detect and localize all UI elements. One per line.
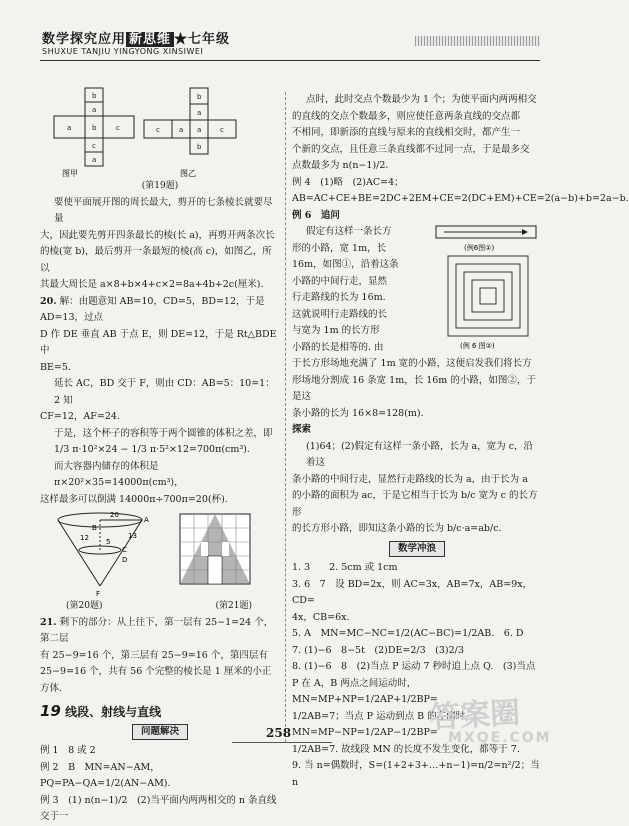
fig21-grid — [180, 514, 250, 584]
q20-line-6: 于是，这个杯子的容积等于两个圆锥的体积之差，即 — [54, 427, 273, 439]
explore-line-2: 条小路的中间行走，显然行走路线的长为 a，由于长为 a — [292, 473, 528, 485]
explore-line-3: 的小路的面积为 ac，于是它相当于长为 b/c 宽为 c 的长方形 — [292, 490, 538, 518]
r-line-4: 个新的交点，且任意三条直线都不过同一点，于是最多交 — [292, 143, 530, 155]
svg-text:c: c — [116, 124, 120, 132]
math-surfing-badge: 数学冲浪 — [389, 541, 445, 557]
column-divider — [285, 92, 286, 742]
fig21-caption: (第21题) — [215, 601, 252, 611]
q21-line-1: 剩下的部分：从上往下，第一层有 25−1=24 个，第二层 — [40, 616, 274, 644]
q20-line-1: 解：由题意知 AB=10，CD=5，BD=12，于是 AD=13，过点 — [40, 295, 265, 323]
series-title: 数学探究应用 新思维 ★七年级 — [42, 32, 231, 47]
example-3: 例 3 (1) n(n−1)/2 (2)当平面内两两相交的 n 条直线交于一 — [40, 794, 277, 822]
svg-text:a: a — [179, 126, 184, 134]
q20-formula: 1/3 π·10²×24 − 1/3 π·5²×12=700π(cm³). — [54, 444, 250, 455]
svg-text:c: c — [220, 126, 224, 134]
brand-highlight: 新思维 — [126, 32, 174, 47]
page-header — [0, 0, 563, 70]
svg-text:a: a — [197, 109, 202, 117]
watermark-url: MXQE.COM — [448, 730, 552, 746]
answer-item: 5. A MN=MC−NC=1/2(AC−BC)=1/2AB. 6. D — [292, 628, 524, 639]
q19-line-2: 大，因此要先剪开四条最长的棱(长 a)，再剪开两条次长 — [40, 229, 275, 241]
explore-line-4: 的长方形小路，即知这条小路的长为 b/c·a=ab/c. — [292, 523, 502, 534]
fig20-label-d: D — [122, 556, 128, 564]
section-title: 线段、射线与直线 — [65, 705, 162, 719]
section-heading — [40, 703, 280, 721]
svg-text:b: b — [197, 143, 202, 151]
answer-item: 1/2AB=7；当点 P 运动到点 B 的左侧时，MN=MP−NP=1/2AP−1/2BP= — [292, 710, 475, 738]
ex6-line-8: 小路的长是相等的. 由 — [292, 341, 384, 353]
svg-text:c: c — [92, 142, 96, 150]
explore-line-1: (1)64；(2)假定有这样一条小路，长为 a，宽为 c，沿着这 — [306, 440, 534, 468]
example-4: 例 4 (1)略 (2)AC=4；AB=AC+CE+BE=2DC+2EM+CE=2(DC+EM)+CE=2(a−b)+b=2a−b. — [292, 176, 629, 204]
answer-item: P 在 A，B 两点之间运动时，MN=MP+NP=1/2AP+1/2BP= — [292, 677, 438, 705]
ex6-line-9: 于长方形场地充满了 1m 宽的小路，这便启发我们将长方 — [292, 358, 532, 369]
q20-line-3: BE=5. — [40, 361, 71, 373]
fig20-label-a: A — [144, 516, 149, 524]
q20-line-2: D 作 DE 垂直 AB 于点 E，则 DE=12，于是 Rt△BDE 中 — [40, 328, 277, 356]
figures-20-21 — [40, 508, 280, 598]
answer-item: 4x，CB=6x. — [292, 611, 350, 623]
q21-line-3: 25−9=16 个，共有 56 个完整的棱长是 1 厘米的小正方体. — [40, 666, 272, 694]
fig19-cube-nets — [40, 86, 280, 178]
example-1: 例 1 8 或 2 — [40, 745, 96, 756]
page-number-rule — [232, 742, 332, 743]
svg-text:a: a — [92, 156, 97, 164]
watermark-logo: 答案圈 — [429, 695, 522, 736]
answer-item: 1. 3 2. 5cm 或 1cm — [292, 562, 398, 573]
ex6-line-5: 行走路线的长为 16m. — [292, 292, 386, 303]
fig-label-yi: 图乙 — [180, 169, 196, 178]
ex6-line-10: 形场地分割成 16 条宽 1m，长 16m 的小路，如图②，于是这 — [292, 374, 536, 402]
fig20-label-12: 12 — [80, 534, 89, 542]
grade-label: 七年级 — [188, 32, 231, 47]
q19-line-4: 其最大周长是 a×8+b×4+c×2=8a+4b+2c(厘米). — [40, 279, 264, 290]
fig20-caption: (第20题) — [66, 601, 103, 611]
fig19-caption: (第19题) — [141, 181, 179, 191]
fig20-label-f: F — [96, 590, 101, 598]
svg-text:b: b — [92, 92, 97, 100]
ex6-line-11: 条小路的长为 16×8=128(m). — [292, 407, 424, 419]
ex6-line-7: 与宽为 1m 的长方形 — [292, 325, 380, 336]
series-pinyin: SHUXUE TANJIU YINGYONG XINSIWEI — [42, 47, 204, 56]
header-rule — [40, 60, 540, 61]
r-line-2: 的直线的交点个数最多，则应使任意两条直线的交点都 — [292, 110, 521, 122]
ex6-line-6: 这就说明行走路线的长 — [292, 308, 388, 320]
answer-item: 3. 6 7 设 BD=2x，则 AC=3x，AB=7x，AB=9x，CD= — [292, 578, 533, 606]
explore-heading: 探索 — [292, 424, 312, 435]
q19-line-3: 的棱(宽 b)，最后剪开一条最短的棱(高 c)，如图乙，所以 — [40, 246, 272, 274]
ex6-figures — [434, 224, 540, 354]
example-2: 例 2 B MN=AN−AM，PQ=PA−QA=1/2(AN−AM). — [40, 761, 171, 789]
fig20-label-13: 13 — [128, 532, 137, 540]
svg-text:a: a — [67, 124, 72, 132]
q21-line-2: 有 25−9=16 个，第三层有 25−9=16 个，第四层有 — [40, 649, 268, 661]
answer-item: 8. (1)−6 8 (2)当点 P 运动 7 秒时追上点 Q. (3)当点 — [292, 661, 536, 672]
problem-solving-badge: 问题解决 — [132, 724, 188, 740]
example-6-title: 例 6 追问 — [292, 209, 340, 221]
fig6-2-caption: (例 6 图②) — [460, 342, 495, 350]
q20-number: 20. — [40, 295, 57, 307]
ex6-line-2: 形的小路，宽 1m，长 — [292, 242, 387, 254]
q19-line-1: 要使平面展开图的周长最大，剪开的七条棱长就要尽量 — [54, 196, 273, 224]
answer-item: 9. 当 n=偶数时，S=(1+2+3+…+n−1)=n/2=n²/2；当 n — [292, 760, 540, 788]
svg-text:c: c — [156, 126, 160, 134]
section-number: 19 — [40, 702, 61, 720]
fig6-1-caption: (例6图①) — [464, 244, 495, 252]
page-number: 258 — [266, 726, 292, 740]
ex6-line-3: 16m，如图①，沿着这条 — [292, 259, 399, 270]
r-line-3: 不相同，即新添的直线与原来的直线相交时，都产生一 — [292, 127, 521, 138]
ex6-line-4: 小路的中间行走，显然 — [292, 275, 388, 287]
q20-line-4: 延长 AC，BD 交于 F，则由 CD：AB=5：10=1：2 知 — [54, 378, 275, 406]
svg-text:b: b — [92, 124, 97, 132]
fig20-label-c: C — [122, 546, 127, 554]
q20-line-7: 而大容器内储存的体积是 π×20²×35=14000π(cm³)， — [54, 460, 184, 488]
svg-text:a: a — [197, 126, 202, 134]
ex6-line-1: 假定有这样一条长方 — [306, 226, 392, 237]
brand-text: 数学探究应用 — [42, 32, 127, 47]
header-hatch-decoration — [415, 36, 540, 46]
q20-line-5: CF=12，AF=24. — [40, 411, 120, 422]
r-line-1: 点时，此时交点个数最少为 1 个；为使平面内两两相交 — [306, 94, 537, 105]
fig20-label-b: B — [92, 524, 97, 532]
right-column — [292, 92, 629, 791]
answer-item: 7. (1)−6 8−5t (2)DE=2/3 (3)2/3 — [292, 644, 464, 656]
svg-text:b: b — [197, 93, 202, 101]
svg-text:a: a — [92, 106, 97, 114]
fig20-label-20: 20 — [110, 511, 119, 519]
fig-label-jia: 图甲 — [62, 169, 78, 178]
answer-item: 1/2AB=7. 故线段 MN 的长度不发生变化，都等于 7. — [292, 743, 520, 755]
r-line-5: 点数最多为 n(n−1)/2. — [292, 160, 389, 171]
q20-line-8: 这样最多可以倒满 14000π÷700π=20(杯). — [40, 493, 228, 505]
left-column — [40, 68, 280, 826]
fig20-label-5: 5 — [106, 538, 111, 546]
fig20-frustum — [40, 508, 280, 598]
q21-number: 21. — [40, 616, 57, 628]
